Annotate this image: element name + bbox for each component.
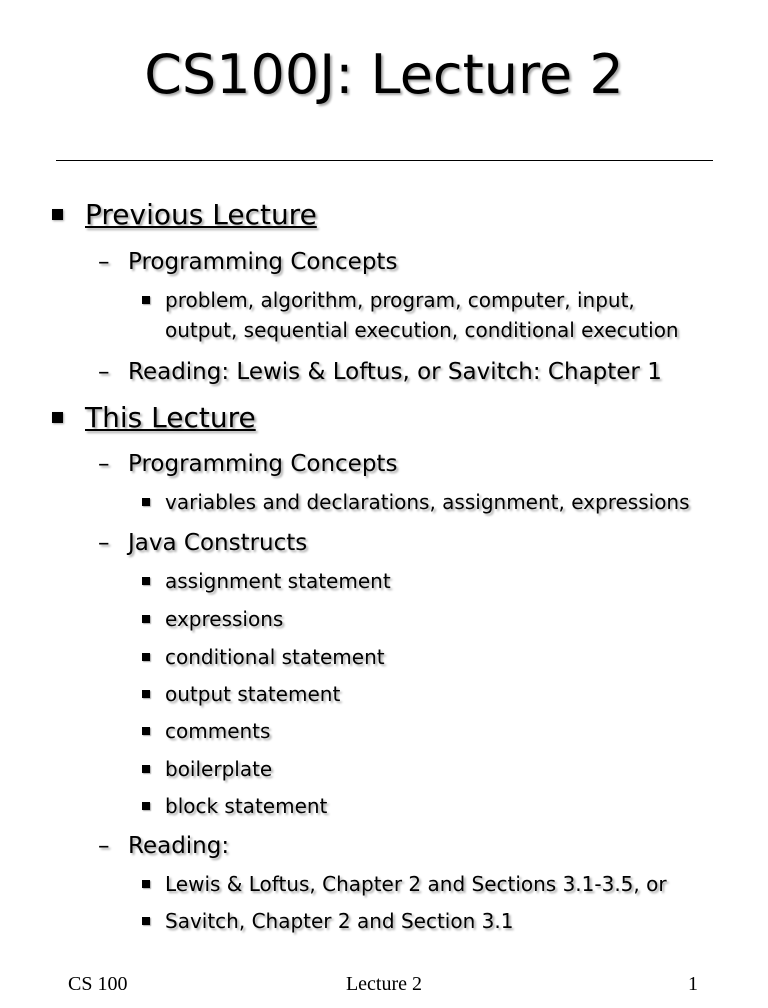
square-bullet-icon — [142, 880, 150, 888]
square-bullet-icon — [142, 653, 150, 661]
subpoint-label: Programming Concepts — [128, 249, 398, 275]
detail-item — [142, 791, 327, 821]
square-bullet-icon — [142, 802, 150, 810]
subpoint-reading: – Reading: — [98, 833, 230, 859]
detail-item-label: Savitch, Chapter 2 and Section 3.1 — [165, 909, 514, 933]
square-bullet-icon — [142, 615, 150, 623]
detail-item — [142, 642, 385, 672]
square-bullet-icon — [142, 690, 150, 698]
footer-course: CS 100 — [68, 973, 128, 995]
section-heading-this-lecture — [52, 401, 256, 435]
subpoint-reading: – Reading: Lewis & Loftus, or Savitch: Chapter 1 — [98, 359, 662, 385]
square-bullet-icon — [142, 296, 150, 304]
detail-item — [142, 906, 513, 936]
subpoint-label: Java Constructs — [128, 530, 308, 556]
subpoint-java-constructs: – Java Constructs — [98, 530, 308, 556]
section-heading-label: This Lecture — [85, 401, 256, 434]
subpoint-programming-concepts: – Programming Concepts — [98, 249, 398, 275]
detail-item-label: Lewis & Loftus, Chapter 2 and Sections 3.1-3.5, or — [165, 872, 667, 896]
square-bullet-icon — [52, 209, 63, 220]
detail-item — [142, 285, 679, 345]
detail-item-label: comments — [165, 719, 271, 743]
detail-item-label: expressions — [165, 607, 284, 631]
detail-item — [142, 566, 391, 596]
square-bullet-icon — [52, 412, 63, 423]
subpoint-label: Programming Concepts — [128, 451, 398, 477]
square-bullet-icon — [142, 498, 150, 506]
detail-item-label: conditional statement — [165, 645, 385, 669]
detail-item-label: block statement — [165, 794, 328, 818]
subpoint-label: Reading: Lewis & Loftus, or Savitch: Chapter 1 — [128, 359, 662, 385]
detail-item — [142, 679, 340, 709]
detail-item — [142, 869, 667, 899]
section-heading-previous — [52, 198, 317, 232]
detail-item-label: assignment statement — [165, 569, 391, 593]
detail-item-label: variables and declarations, assignment, expressions — [165, 490, 690, 514]
slide-title: CS100J: Lecture 2 — [144, 43, 624, 106]
detail-item-label: output statement — [165, 682, 341, 706]
detail-item — [142, 716, 270, 746]
detail-item — [142, 604, 283, 634]
page-number: 1 — [688, 973, 698, 995]
square-bullet-icon — [142, 577, 150, 585]
subpoint-label: Reading: — [128, 833, 230, 859]
detail-item — [142, 487, 690, 517]
detail-item-line: problem, algorithm, program, computer, input, — [165, 288, 635, 312]
detail-item — [142, 754, 272, 784]
square-bullet-icon — [142, 765, 150, 773]
footer-lecture: Lecture 2 — [345, 973, 423, 995]
detail-item-line: output, sequential execution, conditional execution — [165, 318, 679, 342]
square-bullet-icon — [142, 917, 150, 925]
detail-item-label: boilerplate — [165, 757, 273, 781]
section-heading-label: Previous Lecture — [85, 198, 317, 231]
square-bullet-icon — [142, 727, 150, 735]
title-divider — [56, 160, 713, 161]
subpoint-programming-concepts: – Programming Concepts — [98, 451, 398, 477]
